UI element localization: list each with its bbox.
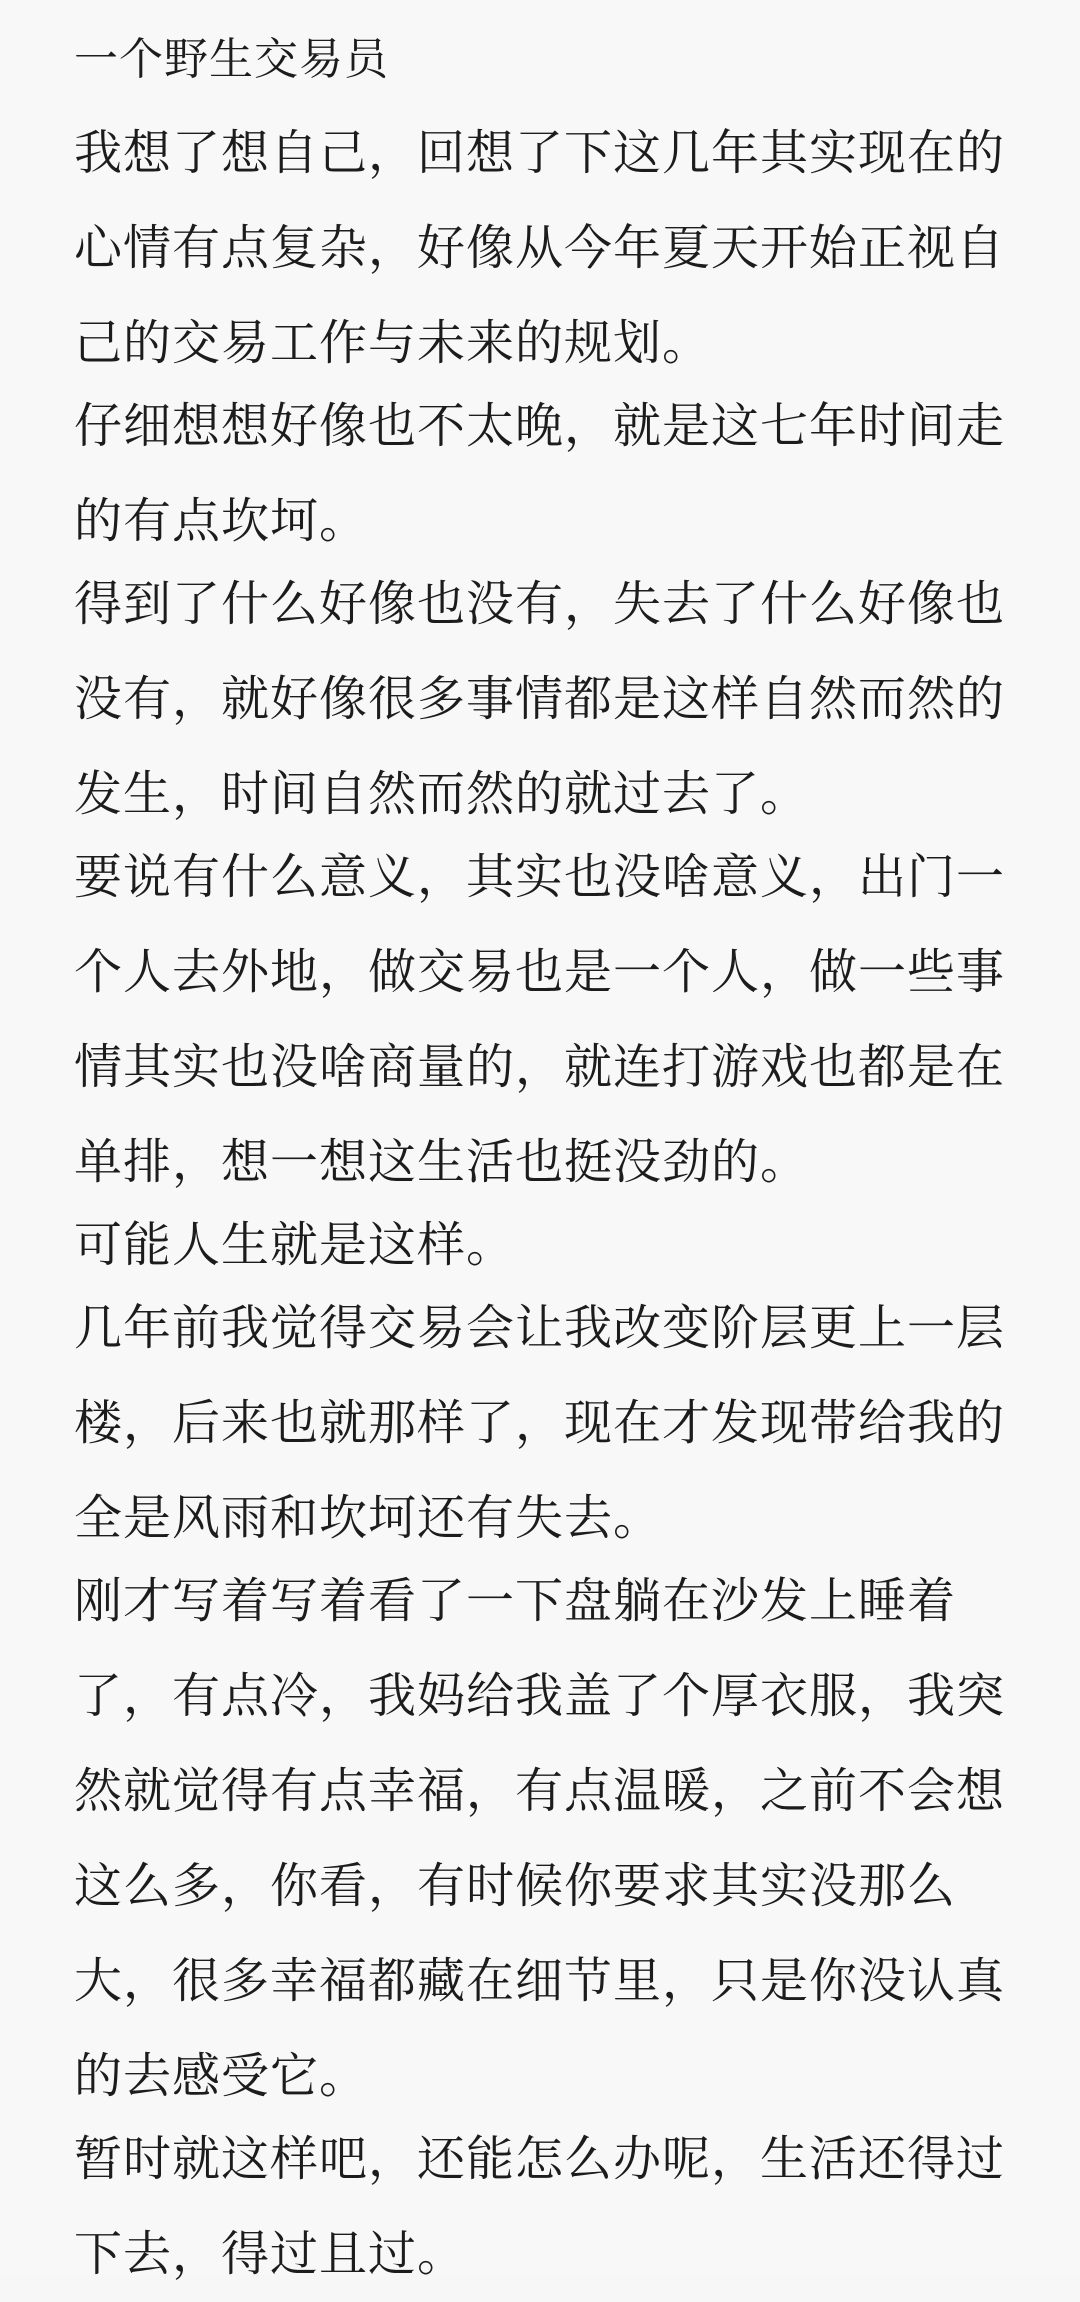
text-line: 情其实也没啥商量的，就连打游戏也都是在 xyxy=(74,1039,1006,1095)
text-line: 可能人生就是这样。 xyxy=(74,1217,516,1273)
paragraph-6 xyxy=(74,1281,1014,1566)
text-line: 我想了想自己，回想了下这几年其实现在的 xyxy=(74,125,1006,181)
text-line: 的去感受它。 xyxy=(74,2048,369,2104)
text-line: 刚才写着写着看了一下盘躺在沙发上睡着 xyxy=(74,1573,957,1629)
text-line: 暂时就这样吧，还能怎么办呢，生活还得过 xyxy=(74,2131,1006,2187)
paragraph-7 xyxy=(74,1554,1014,2124)
text-line: 大，很多幸福都藏在细节里，只是你没认真 xyxy=(74,1953,1006,2009)
article-title: 一个野生交易员 xyxy=(74,34,389,85)
text-line: 了，有点冷，我妈给我盖了个厚衣服，我突 xyxy=(74,1668,1006,1724)
text-line: 几年前我觉得交易会让我改变阶层更上一层 xyxy=(74,1300,1006,1356)
article xyxy=(74,24,1014,2302)
text-line: 己的交易工作与未来的规划。 xyxy=(74,315,712,371)
paragraph-1 xyxy=(74,106,1014,391)
text-line: 单排，想一想这生活也挺没劲的。 xyxy=(74,1134,810,1190)
paragraph-4 xyxy=(74,830,1014,1210)
paragraph-3 xyxy=(74,557,1014,842)
text-line: 楼，后来也就那样了，现在才发现带给我的 xyxy=(74,1395,1006,1451)
text-line: 个人去外地，做交易也是一个人，做一些事 xyxy=(74,944,1006,1000)
paragraph-2 xyxy=(74,379,1014,569)
text-line: 发生，时间自然而然的就过去了。 xyxy=(74,766,810,822)
text-line: 得到了什么好像也没有，失去了什么好像也 xyxy=(74,576,1006,632)
text-line: 要说有什么意义，其实也没啥意义，出门一 xyxy=(74,849,1006,905)
text-line: 心情有点复杂，好像从今年夏天开始正视自 xyxy=(74,220,1006,276)
text-line: 全是风雨和坎坷还有失去。 xyxy=(74,1490,663,1546)
text-line: 没有，就好像很多事情都是这样自然而然的 xyxy=(74,671,1006,727)
text-line: 这么多，你看，有时候你要求其实没那么 xyxy=(74,1858,957,1914)
text-line: 下去，得过且过。 xyxy=(74,2226,467,2282)
text-line: 然就觉得有点幸福，有点温暖，之前不会想 xyxy=(74,1763,1006,1819)
text-line: 仔细想想好像也不太晚，就是这七年时间走 xyxy=(74,398,1006,454)
paragraph-5 xyxy=(74,1198,1014,1293)
text-line: 的有点坎坷。 xyxy=(74,493,369,549)
